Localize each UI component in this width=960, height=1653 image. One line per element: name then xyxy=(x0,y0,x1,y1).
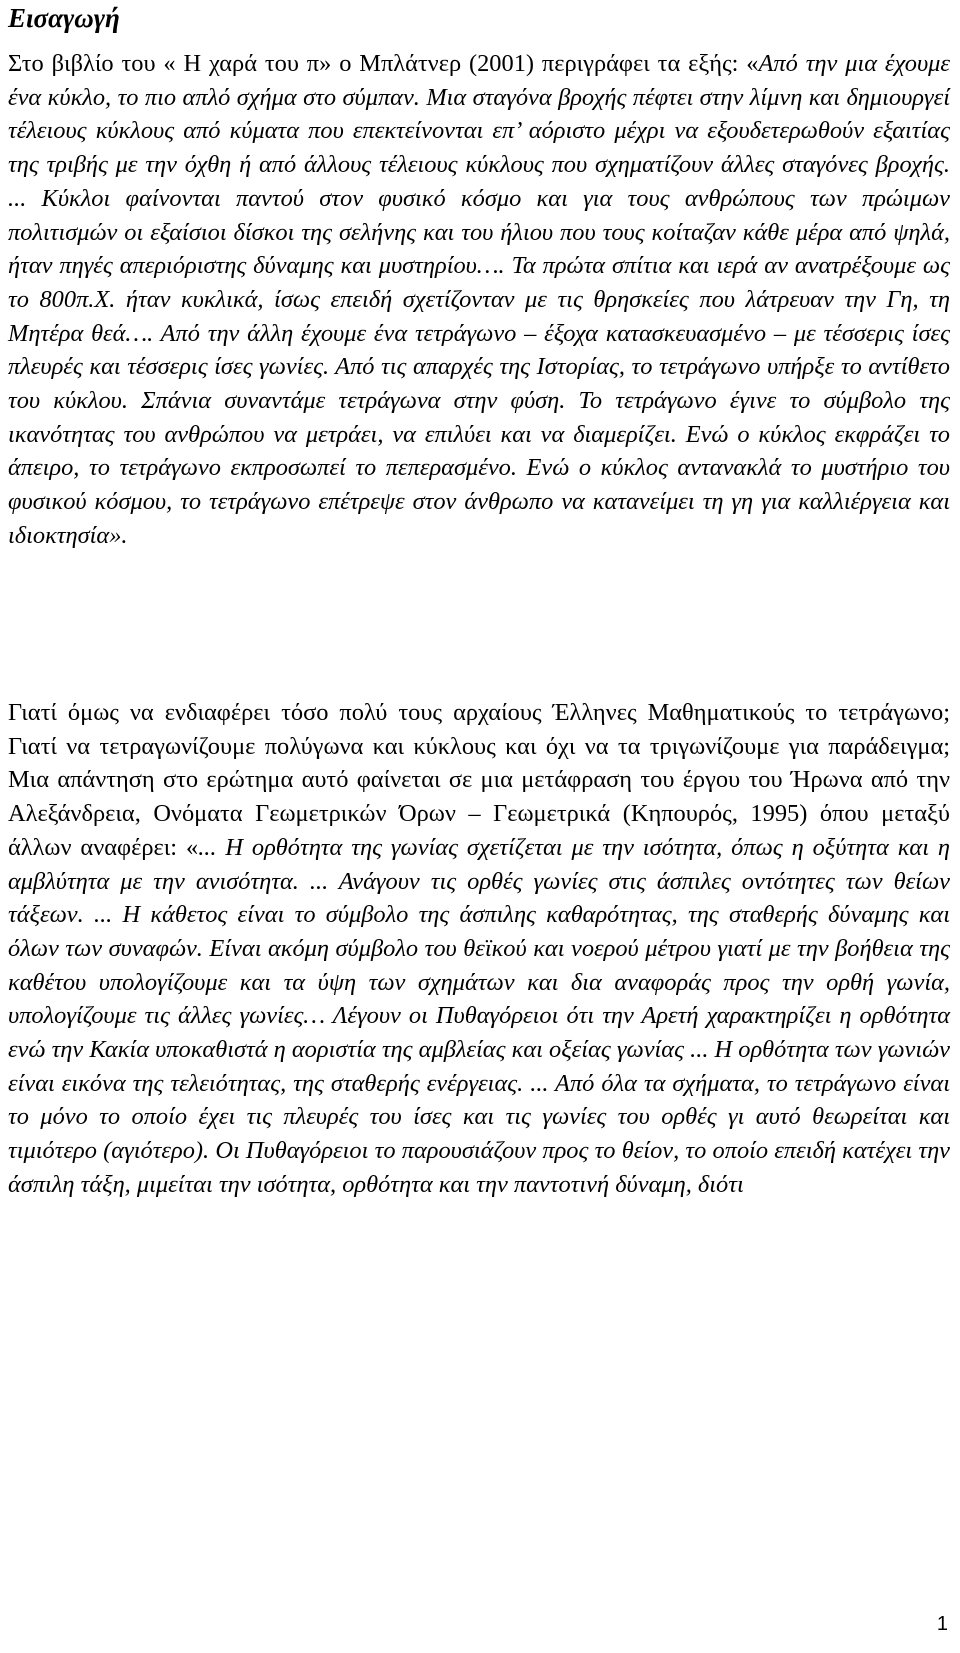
paragraph-blatner-quote xyxy=(8,47,950,553)
paragraph-1-intro-text: Στο βιβλίο του « Η χαρά του π» ο Μπλάτνερ (2001) περιγράφει τα εξής: « xyxy=(8,50,759,77)
section-heading: Εισαγωγή xyxy=(8,3,120,33)
paragraph-1-quoted-text: Από την μια έχουμε ένα κύκλο, το πιο απλό σχήμα στο σύμπαν. Μια σταγόνα βροχής πέφτει στην λίμνη και δημιουργεί τέλειους κύκλους από κύματα που επεκτείνονται επ’ αόριστο μέχρι να εξουδετερωθούν εξαιτίας της τριβής με την όχθη ή από άλλους τέλειους κύκλους που σχηματίζουν άλλες σταγόνες βροχής. ... Κύκλοι φαίνονται παντού στον φυσικό κόσμο και για τους ανθρώπους των πρώιμων πολιτισμών οι εξαίσιοι δίσκοι της σελήνης και του ήλιου που τους κοίταζαν κάθε μέρα από ψηλά, ήταν πηγές απεριόριστης δύναμης και μυστηρίου…. Τα πρώτα σπίτια και ιερά αν ανατρέξουμε ως το 800π.Χ. ήταν κυκλικά, ίσως επειδή σχετίζονταν με τις θρησκείες που λάτρευαν την Γη, τη Μητέρα θεά…. Από την άλλη έχουμε ένα τετράγωνο – έξοχα κατασκευασμένο – με τέσσερις ίσες πλευρές και τέσσερις ίσες γωνίες. Από τις απαρχές της Ιστορίας, το τετράγωνο υπήρξε το αντίθετο του κύκλου. Σπάνια συναντάμε τετράγωνα στην φύση. Το τετράγωνο έγινε το σύμβολο της ικανότητας του ανθρώπου να μετράει, να επιλύει και να διαμερίζει. Ενώ ο κύκλος εκφράζει το άπειρο, το τετράγωνο εκπροσωπεί το πεπερασμένο. Ενώ ο κύκλος αντανακλά το μυστήριο του φυσικού κόσμου, το τετράγωνο επέτρεψε στον άνθρωπο να κατανείμει τη γη για καλλιέργεια και ιδιοκτησία». xyxy=(8,50,950,549)
paragraph-heron-quote xyxy=(8,696,950,1202)
paragraph-2-intro-text: Γιατί όμως να ενδιαφέρει τόσο πολύ τους αρχαίους Έλληνες Μαθηματικούς το τετράγωνο; Γιατί να τετραγωνίζουμε πολύγωνα και κύκλους και όχι να τα τριγωνίζουμε για παράδειγμα; Μια απάντηση στο ερώτημα αυτό φαίνεται σε μια μετάφραση του έργου του Ήρωνα από την Αλεξάνδρεια, Ονόματα Γεωμετρικών Όρων – Γεωμετρικά (Κηπουρός, 1995) όπου μεταξύ άλλων αναφέρει: « xyxy=(8,699,950,861)
paragraph-2-quoted-text: ... Η ορθότητα της γωνίας σχετίζεται με την ισότητα, όπως η οξύτητα και η αμβλύτητα με την ανισότητα. ... Ανάγουν τις ορθές γωνίες στις άσπιλες οντότητες των θείων τάξεων. ... Η κάθετος είναι το σύμβολο της άσπιλης καθαρότητας, της σταθερής δύναμης και όλων των συναφών. Είναι ακόμη σύμβολο του θεϊκού και νοερού μέτρου γιατί με την βοήθεια της καθέτου υπολογίζουμε και τα ύψη των σχημάτων και δια αναφοράς προς την ορθή γωνία, υπολογίζουμε τις άλλες γωνίες… Λέγουν οι Πυθαγόρειοι ότι την Αρετή χαρακτηρίζει η ορθότητα ενώ την Κακία υποκαθιστά η αοριστία της αμβλείας και οξείας γωνίας ... Η ορθότητα των γωνιών είναι εικόνα της τελειότητας, της σταθερής ενέργειας. ... Από όλα τα σχήματα, το τετράγωνο είναι το μόνο το οποίο έχει τις πλευρές του ίσες και τις γωνίες του ορθές γι αυτό θεωρείται και τιμιότερο (αγιότερο). Οι Πυθαγόρειοι το παρουσιάζουν προς το θείον, το οποίο επειδή κατέχει την άσπιλη τάξη, μιμείται την ισότητα, ορθότητα και την παντοτινή δύναμη, διότι xyxy=(8,833,951,1198)
page-number: 1 xyxy=(936,1613,948,1635)
